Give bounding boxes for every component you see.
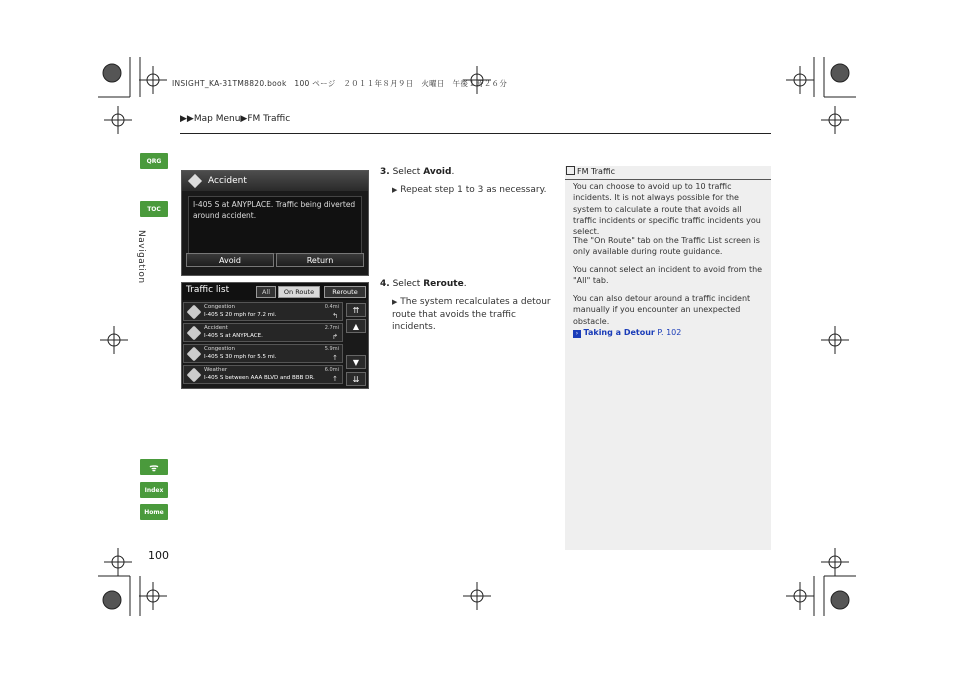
- step-4-substep: [392, 296, 552, 334]
- step-3-number: 3.: [380, 167, 390, 177]
- row-type: Accident: [204, 325, 228, 331]
- row-distance: 2.7mi: [324, 325, 339, 331]
- traffic-row[interactable]: [183, 365, 343, 384]
- sidebar-header: [565, 166, 771, 180]
- index-tab[interactable]: Index: [140, 482, 168, 498]
- traffic-row[interactable]: [183, 302, 343, 321]
- triangle-bullet-icon: ▶: [392, 186, 398, 194]
- scroll-up-button[interactable]: [346, 319, 366, 333]
- step-3-text: Select: [392, 167, 424, 177]
- step-4-reroute: Reroute: [423, 279, 464, 289]
- traffic-list-screen: [181, 282, 369, 389]
- accident-title-bar: [182, 171, 368, 191]
- accident-screen: [181, 170, 369, 276]
- note-paragraph-1: You can choose to avoid up to 10 traffic incidents. It is not always possible for the system to calculate a route that avoids all traffic incidents or specific traffic incidents you select.: [573, 182, 761, 237]
- scroll-bottom-button[interactable]: [346, 372, 366, 386]
- note-paragraph-4: You can also detour around a traffic incident manually if you encounter an unexpected obstacle.: [573, 294, 751, 326]
- weather-icon: [187, 368, 202, 383]
- direction-icon: ↑: [332, 354, 338, 362]
- breadcrumb-arrows: ▶▶: [180, 114, 194, 124]
- step-4-period: .: [463, 279, 467, 289]
- step-3-substep: [392, 184, 552, 197]
- congestion-icon: [187, 305, 202, 320]
- avoid-button[interactable]: Avoid: [186, 253, 274, 267]
- scroll-top-button[interactable]: [346, 303, 366, 317]
- toc-tab[interactable]: TOC: [140, 201, 168, 217]
- step-4: [380, 279, 467, 289]
- row-type: Weather: [204, 367, 228, 373]
- direction-icon: ↰: [332, 312, 338, 320]
- breadcrumb-separator: ▶: [240, 114, 248, 124]
- scroll-down-button[interactable]: [346, 355, 366, 369]
- row-desc: I-405 S between AAA BLVD and BBB DR.: [204, 375, 315, 381]
- step-4-substep-text: The system recalculates a detour route that avoids the traffic incidents.: [392, 297, 551, 332]
- row-distance: 6.0mi: [324, 367, 339, 373]
- note-paragraph-2: The "On Route" tab on the Traffic List screen is only available during route guidance.: [573, 236, 760, 257]
- sidebar-header-title: FM Traffic: [577, 167, 616, 176]
- congestion-icon: [187, 347, 202, 362]
- alert-icon: [188, 174, 202, 188]
- taking-a-detour-page[interactable]: P. 102: [657, 328, 682, 337]
- row-desc: I-405 S at ANYPLACE.: [204, 333, 263, 339]
- qrg-tab[interactable]: QRG: [140, 153, 168, 169]
- traffic-list-title: Traffic list: [186, 285, 230, 295]
- note-icon: [566, 166, 575, 175]
- row-desc: I-405 S 20 mph for 7.2 mi.: [204, 312, 277, 318]
- step-4-text: Select: [392, 279, 424, 289]
- tab-all[interactable]: All: [256, 286, 276, 298]
- section-label: Navigation: [136, 230, 146, 284]
- accident-icon: [187, 326, 202, 341]
- double-up-arrow-icon: ⇈: [352, 305, 360, 315]
- header-rule: [180, 133, 771, 134]
- down-arrow-icon: ▼: [352, 357, 360, 367]
- sidebar-note: [565, 166, 771, 550]
- traffic-row[interactable]: [183, 323, 343, 342]
- breadcrumb-fm-traffic: FM Traffic: [247, 114, 291, 124]
- note-link-line: [573, 327, 763, 338]
- double-down-arrow-icon: ⇊: [352, 374, 360, 384]
- triangle-bullet-icon: ▶: [392, 298, 398, 306]
- accident-message: I-405 S at ANYPLACE. Traffic being diverted around accident.: [188, 196, 362, 254]
- return-button[interactable]: Return: [276, 253, 364, 267]
- reroute-button[interactable]: Reroute: [324, 286, 366, 298]
- home-tab[interactable]: Home: [140, 504, 168, 520]
- breadcrumb: [180, 114, 290, 124]
- breadcrumb-map-menu[interactable]: Map Menu: [193, 114, 241, 124]
- step-3-substep-text: Repeat step 1 to 3 as necessary.: [400, 185, 547, 195]
- direction-icon: ↑: [332, 375, 338, 383]
- step-3: [380, 167, 454, 177]
- print-header: INSIGHT_KA-31TM8820.book 100 ページ ２０１１年８月９日 火曜日 午後１時２６分: [172, 79, 508, 88]
- direction-icon: ↱: [332, 333, 338, 341]
- step-3-period: .: [451, 167, 455, 177]
- accident-title: Accident: [208, 176, 247, 186]
- up-arrow-icon: ▲: [352, 321, 360, 331]
- row-type: Congestion: [204, 346, 235, 352]
- tab-on-route[interactable]: On Route: [278, 286, 320, 298]
- taking-a-detour-link[interactable]: Taking a Detour: [583, 328, 655, 337]
- link-arrow-icon: ›: [573, 330, 581, 338]
- voice-command-icon: ᯤ: [149, 463, 159, 474]
- traffic-row[interactable]: [183, 344, 343, 363]
- row-distance: 0.4mi: [324, 304, 339, 310]
- voice-command-tab[interactable]: [140, 459, 168, 475]
- step-3-avoid: Avoid: [423, 167, 452, 177]
- row-distance: 5.9mi: [324, 346, 339, 352]
- row-type: Congestion: [204, 304, 235, 310]
- row-desc: I-405 S 30 mph for 5.5 mi.: [204, 354, 277, 360]
- step-4-number: 4.: [380, 279, 390, 289]
- note-paragraph-3: You cannot select an incident to avoid from the "All" tab.: [573, 265, 763, 286]
- page-number: 100: [148, 549, 169, 562]
